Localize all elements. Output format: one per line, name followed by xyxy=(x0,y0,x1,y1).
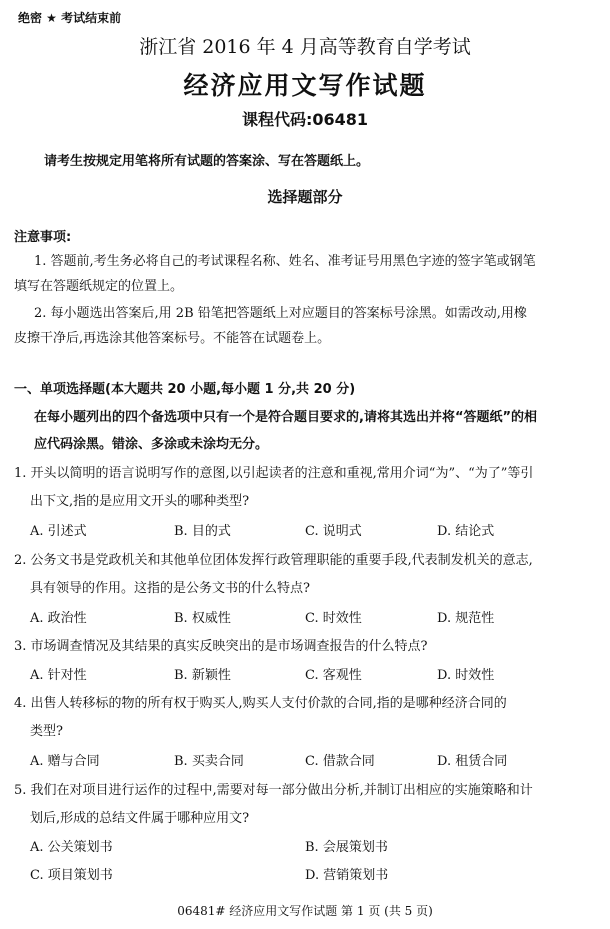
q2-option-a: A. 政治性 xyxy=(30,611,87,626)
q2-option-b: B. 权威性 xyxy=(174,611,231,626)
exam-name: 浙江省 2016 年 4 月高等教育自学考试 xyxy=(139,36,471,58)
question-5-line-2: 划后,形成的总结文件属于哪种应用文? xyxy=(30,811,250,826)
part1-desc-line-2: 应代码涂黑。错涂、多涂或未涂均无分。 xyxy=(34,437,269,452)
note-1-line-1: 1. 答题前,考生务必将自己的考试课程名称、姓名、准考证号用黑色字迹的签字笔或钢笔 xyxy=(34,254,536,269)
q4-option-d: D. 租赁合同 xyxy=(437,754,508,769)
page-footer: 06481# 经济应用文写作试题 第 1 页 (共 5 页) xyxy=(177,904,433,918)
q5-option-c: C. 项目策划书 xyxy=(30,868,113,883)
notes-heading: 注意事项: xyxy=(14,230,72,245)
q4-option-a: A. 赠与合同 xyxy=(30,754,100,769)
q5-option-d: D. 营销策划书 xyxy=(305,868,389,883)
question-5-line-1: 5. 我们在对项目进行运作的过程中,需要对每一部分做出分析,并制订出相应的实施策略和计 xyxy=(14,783,533,798)
question-1-line-2: 出下文,指的是应用文开头的哪种类型? xyxy=(30,494,250,509)
part1-desc-line-1: 在每小题列出的四个备选项中只有一个是符合题目要求的,请将其选出并将“答题纸”的相 xyxy=(34,410,538,425)
question-2-line-2: 具有领导的作用。这指的是公务文书的什么特点? xyxy=(30,581,310,596)
q1-option-d: D. 结论式 xyxy=(437,524,495,539)
q5-option-a: A. 公关策划书 xyxy=(30,840,113,855)
q1-option-c: C. 说明式 xyxy=(305,524,362,539)
course-code: 课程代码:06481 xyxy=(241,110,369,129)
question-4-line-1: 4. 出售人转移标的物的所有权于购买人,购买人支付价款的合同,指的是哪种经济合同的 xyxy=(14,696,507,711)
section-title: 选择题部分 xyxy=(267,188,343,206)
confidential-label: 绝密 ★ 考试结束前 xyxy=(18,11,122,25)
question-1-line-1: 1. 开头以简明的语言说明写作的意图,以引起读者的注意和重视,常用介词“为”、“为了”等引 xyxy=(14,466,534,481)
q3-option-c: C. 客观性 xyxy=(305,668,362,683)
question-2-line-1: 2. 公务文书是党政机关和其他单位团体发挥行政管理职能的重要手段,代表制发机关的意志, xyxy=(14,553,533,568)
q4-option-c: C. 借款合同 xyxy=(305,754,375,769)
q2-option-d: D. 规范性 xyxy=(437,611,495,626)
question-4-line-2: 类型? xyxy=(30,724,63,739)
q3-option-a: A. 针对性 xyxy=(30,668,87,683)
q3-option-d: D. 时效性 xyxy=(437,668,495,683)
q1-option-b: B. 目的式 xyxy=(174,524,231,539)
note-2-line-1: 2. 每小题选出答案后,用 2B 铅笔把答题纸上对应题目的答案标号涂黑。如需改动,用橡 xyxy=(34,306,527,321)
q2-option-c: C. 时效性 xyxy=(305,611,362,626)
q3-option-b: B. 新颖性 xyxy=(174,668,231,683)
page-title: 经济应用文写作试题 xyxy=(183,71,427,100)
general-instruction: 请考生按规定用笔将所有试题的答案涂、写在答题纸上。 xyxy=(44,154,370,169)
note-2-line-2: 皮擦干净后,再选涂其他答案标号。不能答在试题卷上。 xyxy=(14,331,331,346)
note-1-line-2: 填写在答题纸规定的位置上。 xyxy=(14,279,184,294)
part1-heading: 一、单项选择题(本大题共 20 小题,每小题 1 分,共 20 分) xyxy=(14,382,356,397)
q1-option-a: A. 引述式 xyxy=(30,524,87,539)
q5-option-b: B. 会展策划书 xyxy=(305,840,388,855)
question-3-line-1: 3. 市场调查情况及其结果的真实反映突出的是市场调查报告的什么特点? xyxy=(14,639,428,654)
q4-option-b: B. 买卖合同 xyxy=(174,754,244,769)
